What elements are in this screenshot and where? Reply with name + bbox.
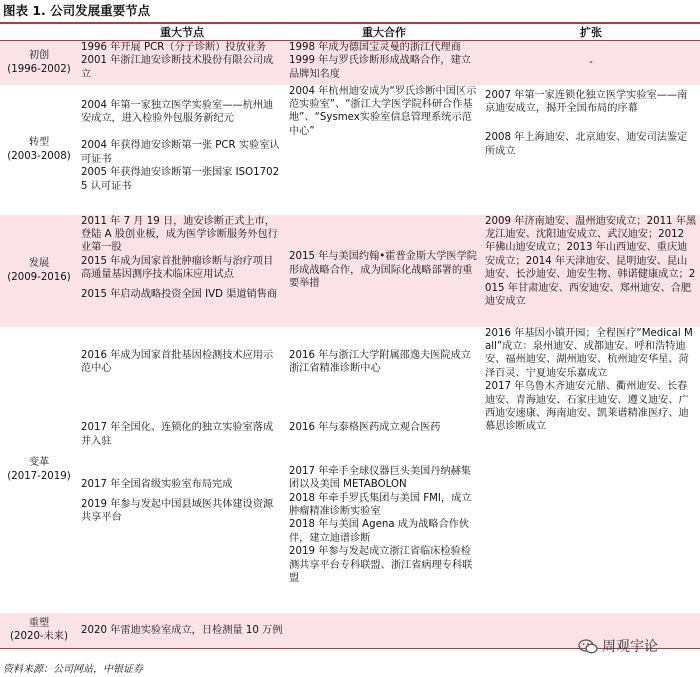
- nodes-cell: [78, 613, 286, 649]
- stage-period: (2009-2016): [7, 271, 71, 283]
- cooperation-cell: [286, 613, 482, 649]
- cooperation-item: 2016 年与浙江大学附属邵逸夫医院成立浙江省精准诊断中心: [289, 349, 471, 374]
- header-cooperation: 重大合作: [286, 24, 482, 41]
- table-row-reform: [0, 327, 700, 613]
- cooperation-cell: [286, 215, 482, 327]
- milestones-table: [0, 24, 700, 649]
- watermark: [578, 636, 658, 656]
- node-item: 2019 年参与发起中国县域医共体建设资源共享平台: [81, 498, 274, 523]
- stage-period: (2003-2008): [7, 150, 71, 162]
- expansion-cell: [482, 41, 700, 85]
- table-row-transition: [0, 85, 700, 215]
- expansion-cell: [482, 85, 700, 215]
- header-expansion: 扩张: [482, 24, 700, 41]
- cooperation-item: 2016 年与泰格医药成立观合医药: [289, 422, 441, 434]
- stage-name: 转型: [28, 137, 50, 149]
- node-item: 1996 年开展 PCR（分子诊断）投放业务: [81, 42, 267, 53]
- node-item: 2017 年全国省级实验室布局完成: [81, 479, 233, 491]
- stage-period: (1996-2002): [7, 63, 71, 75]
- node-item: 2004 年第一家独立医学实验室——杭州迪安成立，进入检验外包服务新纪元: [81, 99, 274, 124]
- nodes-cell: [78, 327, 286, 613]
- cooperation-item: 2018 年牵手罗氏集团与美国 FMI，成立肿瘤精准诊断实验室: [289, 492, 472, 517]
- cooperation-item: 2004 年杭州迪安成为“罗氏诊断中国区示范实验室”、“浙江大学医学院科研合作基地”、“Sysmex实验室信息管理系统示范中心”: [289, 85, 477, 137]
- stage-name: 变革: [28, 457, 50, 469]
- stage-cell: [0, 613, 78, 649]
- header-row: [0, 24, 700, 41]
- cooperation-item: 1999 年与罗氏诊断形成战略合作，建立品牌知名度: [289, 55, 471, 80]
- cooperation-item: 1998 年成为德国宝灵曼的浙江代理商: [289, 42, 461, 53]
- cooperation-item: 2019 年参与发起成立浙江省临床检验检测共享平台专科联盟、浙江省病理专科联盟: [289, 546, 473, 584]
- cooperation-item: 2017 年牵手全球仪器巨头美国丹纳赫集团以及美国 METABOLON: [289, 465, 471, 491]
- node-item: 2017 年全国化、连锁化的独立实验室落成并入驻: [81, 422, 274, 447]
- expansion-item: 2008 年上海迪安、北京迪安、迪安司法鉴定所成立: [485, 132, 688, 157]
- node-item: 2011 年 7 月 19 日，迪安诊断正式上市，登陆 A 股创业板，成为医学诊断服务外包行业第一股: [81, 215, 278, 254]
- header-nodes: 重大节点: [78, 24, 286, 41]
- node-item: 2020 年雷迪实验室成立，日检测量 10 万例: [81, 624, 283, 636]
- stage-cell: [0, 85, 78, 215]
- stage-name: 初创: [28, 50, 50, 62]
- table-row-startup: [0, 41, 700, 85]
- nodes-cell: [78, 215, 286, 327]
- cooperation-item: 2015 年与美国约翰•霍普金斯大学医学院形成战略合作，成为国际化战略部署的重要举措: [289, 251, 477, 290]
- cooperation-cell: [286, 327, 482, 613]
- stage-name: 发展: [28, 258, 50, 270]
- nodes-cell: [78, 41, 286, 85]
- cooperation-cell: [286, 85, 482, 215]
- node-item: 2005 年获得迪安诊断第一张国家 ISO17025 认可证书: [81, 167, 280, 192]
- source-note: 资料来源：公司网站，中银证券: [3, 664, 143, 675]
- expansion-item: 2009 年济南迪安、温州迪安成立；2011 年黑龙江迪安、沈阳迪安成立、武汉迪安；2012 年佛山迪安成立；2013 年山西迪安、重庆迪安成立；2014 年天津迪安、昆明迪安、昆山迪安、长沙迪安、迪安生物、韩诺健康成立；2015 年甘肃迪安、西安迪安、郑州迪安、合肥迪安成立: [485, 215, 697, 307]
- expansion-cell: [482, 215, 700, 327]
- expansion-item: 2007 年第一家连锁化独立医学实验室——南京迪安成立，揭开全国布局的序幕: [485, 89, 688, 114]
- node-item: 2015 年成为国家首批肿瘤诊断与治疗项目高通量基因测序技术临床应用试点: [81, 255, 274, 281]
- node-item: 2001 年浙江迪安诊断技术股份有限公司成立: [81, 55, 274, 80]
- watermark-text: 周观宇论: [602, 639, 658, 655]
- node-item: 2015 年启动战略投资全国 IVD 渠道销售商: [81, 288, 278, 300]
- header-stage: [0, 24, 78, 41]
- stage-cell: [0, 327, 78, 613]
- nodes-cell: [78, 85, 286, 215]
- cooperation-item: 2018 年与美国 Agena 成为战略合作伙伴，建立迪谱诊断: [289, 519, 470, 544]
- stage-period: (2017-2019): [7, 470, 71, 482]
- cooperation-cell: [286, 41, 482, 85]
- node-item: 2004 年获得迪安诊断第一张 PCR 实验室认可证书: [81, 140, 280, 165]
- expansion-cell: [482, 327, 700, 613]
- figure-title: 图表 1. 公司发展重要节点: [3, 3, 151, 18]
- expansion-item: 2016 年基因小镇开园；全程医疗“Medical Mall”成立：泉州迪安、成都迪安、呼和浩特迪安、福州迪安、湖州迪安、杭州迪安华星、菏泽百灵、宁夏迪安乐嘉成立: [485, 327, 693, 379]
- node-item: 2016 年成为国家首批基因检测技术应用示范中心: [81, 349, 274, 374]
- stage-name: 重塑: [28, 617, 50, 629]
- expansion-item: -: [589, 57, 593, 69]
- wechat-icon: [578, 639, 598, 654]
- stage-cell: [0, 41, 78, 85]
- expansion-item: 2017 年乌鲁木齐迪安元鼎、衢州迪安、长春迪安、青海迪安、石家庄迪安、遵义迪安、广西迪安速康、海南迪安、凯莱谱精准医疗、迪慕思诊断成立: [485, 381, 689, 433]
- stage-period: (2020-未来): [10, 631, 68, 643]
- stage-cell: [0, 215, 78, 327]
- table-row-development: [0, 215, 700, 327]
